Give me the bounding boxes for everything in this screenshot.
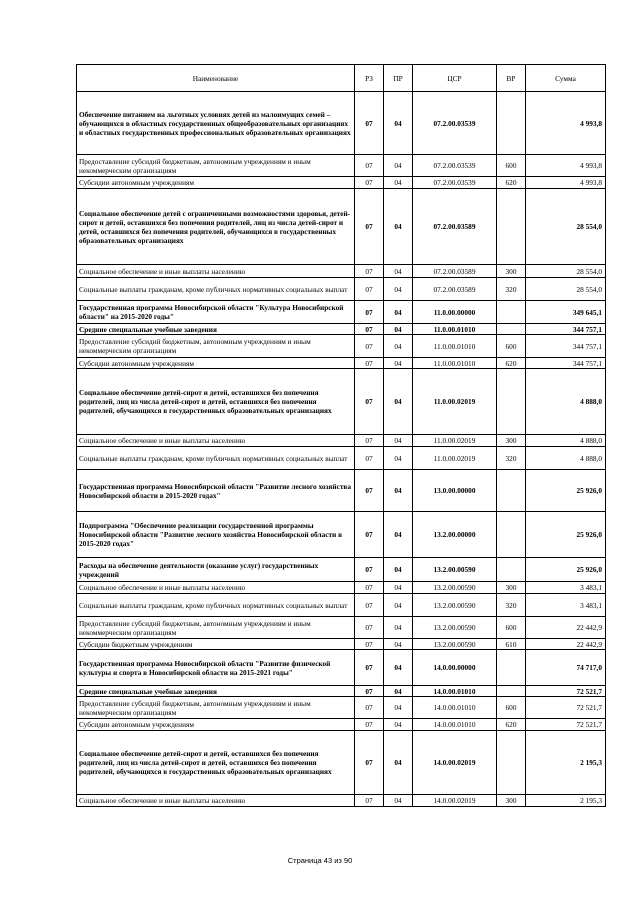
cell-pr: 04	[384, 558, 413, 582]
table-body	[77, 92, 606, 807]
cell-csr: 14.0.00.02019	[413, 731, 497, 795]
cell-sum: 72 521,7	[526, 719, 606, 731]
cell-pr: 04	[384, 686, 413, 697]
cell-csr: 11.0.00.01010	[413, 335, 497, 358]
cell-vr: 300	[497, 435, 526, 447]
cell-rz: 07	[355, 512, 384, 558]
cell-sum: 28 554,0	[526, 278, 606, 301]
cell-sum: 28 554,0	[526, 189, 606, 265]
cell-sum: 4 888,0	[526, 369, 606, 435]
cell-pr: 04	[384, 697, 413, 719]
cell-csr: 07.2.00.03539	[413, 92, 497, 155]
table-row	[77, 617, 606, 639]
cell-sum: 25 926,0	[526, 512, 606, 558]
cell-name: Государственная программа Новосибирской области "Культура Новосибирской области" на 2015-2020 годы"	[77, 301, 355, 324]
cell-rz: 07	[355, 369, 384, 435]
cell-rz: 07	[355, 719, 384, 731]
cell-rz: 07	[355, 650, 384, 686]
cell-csr: 11.0.00.02019	[413, 447, 497, 470]
cell-rz: 07	[355, 189, 384, 265]
table-row	[77, 795, 606, 807]
cell-csr: 07.2.00.03539	[413, 155, 497, 177]
cell-pr: 04	[384, 155, 413, 177]
cell-rz: 07	[355, 558, 384, 582]
cell-name: Субсидии автономным учреждениям	[77, 177, 355, 189]
cell-vr	[497, 650, 526, 686]
table-row	[77, 512, 606, 558]
cell-vr: 610	[497, 639, 526, 650]
cell-pr: 04	[384, 335, 413, 358]
cell-vr: 320	[497, 594, 526, 617]
cell-vr	[497, 731, 526, 795]
cell-rz: 07	[355, 92, 384, 155]
page-number: Страница 43 из 90	[287, 856, 353, 865]
header-pr: ПР	[384, 65, 413, 92]
cell-csr: 13.2.00.00590	[413, 582, 497, 594]
cell-sum: 4 993,8	[526, 177, 606, 189]
cell-rz: 07	[355, 697, 384, 719]
cell-vr: 320	[497, 447, 526, 470]
cell-rz: 07	[355, 731, 384, 795]
table-row	[77, 278, 606, 301]
table-row	[77, 594, 606, 617]
cell-pr: 04	[384, 92, 413, 155]
cell-rz: 07	[355, 177, 384, 189]
cell-vr	[497, 369, 526, 435]
cell-rz: 07	[355, 582, 384, 594]
cell-name: Предоставление субсидий бюджетным, автономным учреждениям и иным некоммерческим организациям	[77, 617, 355, 639]
cell-csr: 13.2.00.00590	[413, 594, 497, 617]
table-row	[77, 719, 606, 731]
cell-rz: 07	[355, 617, 384, 639]
cell-rz: 07	[355, 639, 384, 650]
header-name: Наименование	[77, 65, 355, 92]
cell-name: Подпрограмма "Обеспечение реализации государственной программы Новосибирской области "Развитие лесного хозяйства Новосибирской области в 2015-2020 годах"	[77, 512, 355, 558]
cell-name: Социальное обеспечение детей с ограниченными возможностями здоровья, детей-сирот и детей, оставшихся без попечения родителей, лиц из числа детей-сирот и детей, оставшихся без попечения родителей, обучающихся в государственных образовательных организациях	[77, 189, 355, 265]
cell-csr: 07.2.00.03589	[413, 278, 497, 301]
cell-sum: 4 993,8	[526, 155, 606, 177]
cell-name: Государственная программа Новосибирской области "Развитие лесного хозяйства Новосибирской области в 2015-2020 годах"	[77, 470, 355, 512]
cell-rz: 07	[355, 265, 384, 278]
cell-sum: 28 554,0	[526, 265, 606, 278]
table-row	[77, 435, 606, 447]
cell-sum: 4 993,8	[526, 92, 606, 155]
table-row	[77, 369, 606, 435]
table-row	[77, 92, 606, 155]
cell-csr: 13.0.00.00000	[413, 470, 497, 512]
cell-pr: 04	[384, 265, 413, 278]
cell-rz: 07	[355, 301, 384, 324]
cell-rz: 07	[355, 358, 384, 369]
cell-pr: 04	[384, 617, 413, 639]
cell-sum: 4 888,0	[526, 435, 606, 447]
cell-pr: 04	[384, 278, 413, 301]
cell-csr: 11.0.00.02019	[413, 435, 497, 447]
cell-vr: 620	[497, 177, 526, 189]
table-row	[77, 447, 606, 470]
cell-csr: 11.0.00.00000	[413, 301, 497, 324]
cell-pr: 04	[384, 177, 413, 189]
cell-vr	[497, 686, 526, 697]
header-sum: Сумма	[526, 65, 606, 92]
cell-pr: 04	[384, 369, 413, 435]
cell-vr: 600	[497, 155, 526, 177]
table-row	[77, 697, 606, 719]
cell-pr: 04	[384, 189, 413, 265]
cell-name: Предоставление субсидий бюджетным, автономным учреждениям и иным некоммерческим организациям	[77, 155, 355, 177]
header-csr: ЦСР	[413, 65, 497, 92]
cell-csr: 07.2.00.03589	[413, 265, 497, 278]
cell-sum: 349 645,1	[526, 301, 606, 324]
table-row	[77, 177, 606, 189]
cell-pr: 04	[384, 731, 413, 795]
cell-name: Социальное обеспечение и иные выплаты населению	[77, 795, 355, 807]
cell-csr: 07.2.00.03539	[413, 177, 497, 189]
cell-csr: 13.2.00.00590	[413, 639, 497, 650]
cell-vr	[497, 92, 526, 155]
cell-name: Средние специальные учебные заведения	[77, 686, 355, 697]
table-row	[77, 639, 606, 650]
cell-sum: 72 521,7	[526, 686, 606, 697]
cell-sum: 22 442,9	[526, 639, 606, 650]
cell-name: Социальное обеспечение и иные выплаты населению	[77, 435, 355, 447]
cell-pr: 04	[384, 324, 413, 335]
cell-csr: 14.0.00.02019	[413, 795, 497, 807]
cell-name: Предоставление субсидий бюджетным, автономным учреждениям и иным некоммерческим организациям	[77, 335, 355, 358]
cell-vr: 320	[497, 278, 526, 301]
cell-vr: 620	[497, 358, 526, 369]
cell-name: Обеспечение питанием на льготных условиях детей из малоимущих семей – обучающихся в областных государственных общеобразовательных организациях и областных государственных профессиональных образовательных организациях	[77, 92, 355, 155]
table-row	[77, 686, 606, 697]
cell-csr: 13.2.00.00590	[413, 617, 497, 639]
cell-rz: 07	[355, 795, 384, 807]
cell-csr: 11.0.00.01010	[413, 324, 497, 335]
table-row	[77, 324, 606, 335]
cell-sum: 74 717,0	[526, 650, 606, 686]
cell-csr: 14.0.00.01010	[413, 686, 497, 697]
table-row	[77, 582, 606, 594]
cell-csr: 13.2.00.00590	[413, 558, 497, 582]
cell-name: Государственная программа Новосибирской области "Развитие физической культуры и спорта в Новосибирской области на 2015-2021 годы"	[77, 650, 355, 686]
cell-sum: 3 483,1	[526, 582, 606, 594]
cell-pr: 04	[384, 719, 413, 731]
cell-csr: 14.0.00.01010	[413, 719, 497, 731]
cell-vr	[497, 324, 526, 335]
cell-rz: 07	[355, 155, 384, 177]
cell-sum: 344 757,1	[526, 324, 606, 335]
cell-pr: 04	[384, 301, 413, 324]
cell-sum: 25 926,0	[526, 470, 606, 512]
cell-csr: 14.0.00.01010	[413, 697, 497, 719]
table-row	[77, 335, 606, 358]
cell-vr: 300	[497, 795, 526, 807]
table-row	[77, 558, 606, 582]
cell-name: Социальное обеспечение детей-сирот и детей, оставшихся без попечения родителей, лиц из числа детей-сирот и детей, оставшихся без попечения родителей, обучающихся в государственных образовательных организациях	[77, 731, 355, 795]
cell-pr: 04	[384, 512, 413, 558]
cell-sum: 4 888,0	[526, 447, 606, 470]
budget-table	[76, 64, 606, 807]
cell-sum: 72 521,7	[526, 697, 606, 719]
table-row	[77, 301, 606, 324]
header-rz: РЗ	[355, 65, 384, 92]
cell-rz: 07	[355, 324, 384, 335]
cell-name: Социальное обеспечение и иные выплаты населению	[77, 582, 355, 594]
cell-name: Предоставление субсидий бюджетным, автономным учреждениям и иным некоммерческим организациям	[77, 697, 355, 719]
cell-pr: 04	[384, 470, 413, 512]
cell-rz: 07	[355, 335, 384, 358]
cell-rz: 07	[355, 447, 384, 470]
table-row	[77, 470, 606, 512]
cell-name: Социальное обеспечение детей-сирот и детей, оставшихся без попечения родителей, лиц из числа детей-сирот и детей, оставшихся без попечения родителей, обучающихся в государственных образовательных организациях	[77, 369, 355, 435]
cell-csr: 13.2.00.00000	[413, 512, 497, 558]
cell-rz: 07	[355, 594, 384, 617]
cell-vr: 300	[497, 582, 526, 594]
cell-pr: 04	[384, 639, 413, 650]
cell-vr: 600	[497, 697, 526, 719]
cell-pr: 04	[384, 435, 413, 447]
table-row	[77, 358, 606, 369]
cell-name: Субсидии бюджетным учреждениям	[77, 639, 355, 650]
cell-sum: 3 483,1	[526, 594, 606, 617]
cell-vr	[497, 189, 526, 265]
cell-rz: 07	[355, 470, 384, 512]
cell-name: Средние специальные учебные заведения	[77, 324, 355, 335]
cell-name: Социальные выплаты гражданам, кроме публичных нормативных социальных выплат	[77, 594, 355, 617]
cell-vr: 620	[497, 719, 526, 731]
cell-name: Субсидии автономным учреждениям	[77, 358, 355, 369]
cell-vr: 600	[497, 335, 526, 358]
header-vr: ВР	[497, 65, 526, 92]
cell-name: Расходы на обеспечение деятельности (оказание услуг) государственных учреждений	[77, 558, 355, 582]
cell-sum: 2 195,3	[526, 731, 606, 795]
cell-sum: 22 442,9	[526, 617, 606, 639]
table-header-row	[77, 65, 606, 92]
cell-vr	[497, 512, 526, 558]
cell-vr: 300	[497, 265, 526, 278]
cell-rz: 07	[355, 686, 384, 697]
cell-pr: 04	[384, 594, 413, 617]
cell-rz: 07	[355, 278, 384, 301]
cell-pr: 04	[384, 650, 413, 686]
cell-sum: 344 757,1	[526, 335, 606, 358]
cell-pr: 04	[384, 447, 413, 470]
table-row	[77, 189, 606, 265]
cell-rz: 07	[355, 435, 384, 447]
cell-name: Субсидии автономным учреждениям	[77, 719, 355, 731]
cell-pr: 04	[384, 358, 413, 369]
cell-pr: 04	[384, 795, 413, 807]
cell-vr: 600	[497, 617, 526, 639]
cell-sum: 2 195,3	[526, 795, 606, 807]
table-row	[77, 731, 606, 795]
cell-vr	[497, 301, 526, 324]
cell-csr: 11.0.00.02019	[413, 369, 497, 435]
cell-csr: 14.0.00.00000	[413, 650, 497, 686]
cell-csr: 07.2.00.03589	[413, 189, 497, 265]
table-row	[77, 650, 606, 686]
cell-name: Социальные выплаты гражданам, кроме публичных нормативных социальных выплат	[77, 447, 355, 470]
cell-sum: 344 757,1	[526, 358, 606, 369]
cell-vr	[497, 470, 526, 512]
cell-pr: 04	[384, 582, 413, 594]
cell-vr	[497, 558, 526, 582]
cell-csr: 11.0.00.01010	[413, 358, 497, 369]
cell-name: Социальные выплаты гражданам, кроме публичных нормативных социальных выплат	[77, 278, 355, 301]
cell-name: Социальное обеспечение и иные выплаты населению	[77, 265, 355, 278]
table-row	[77, 155, 606, 177]
table-row	[77, 265, 606, 278]
cell-sum: 25 926,0	[526, 558, 606, 582]
